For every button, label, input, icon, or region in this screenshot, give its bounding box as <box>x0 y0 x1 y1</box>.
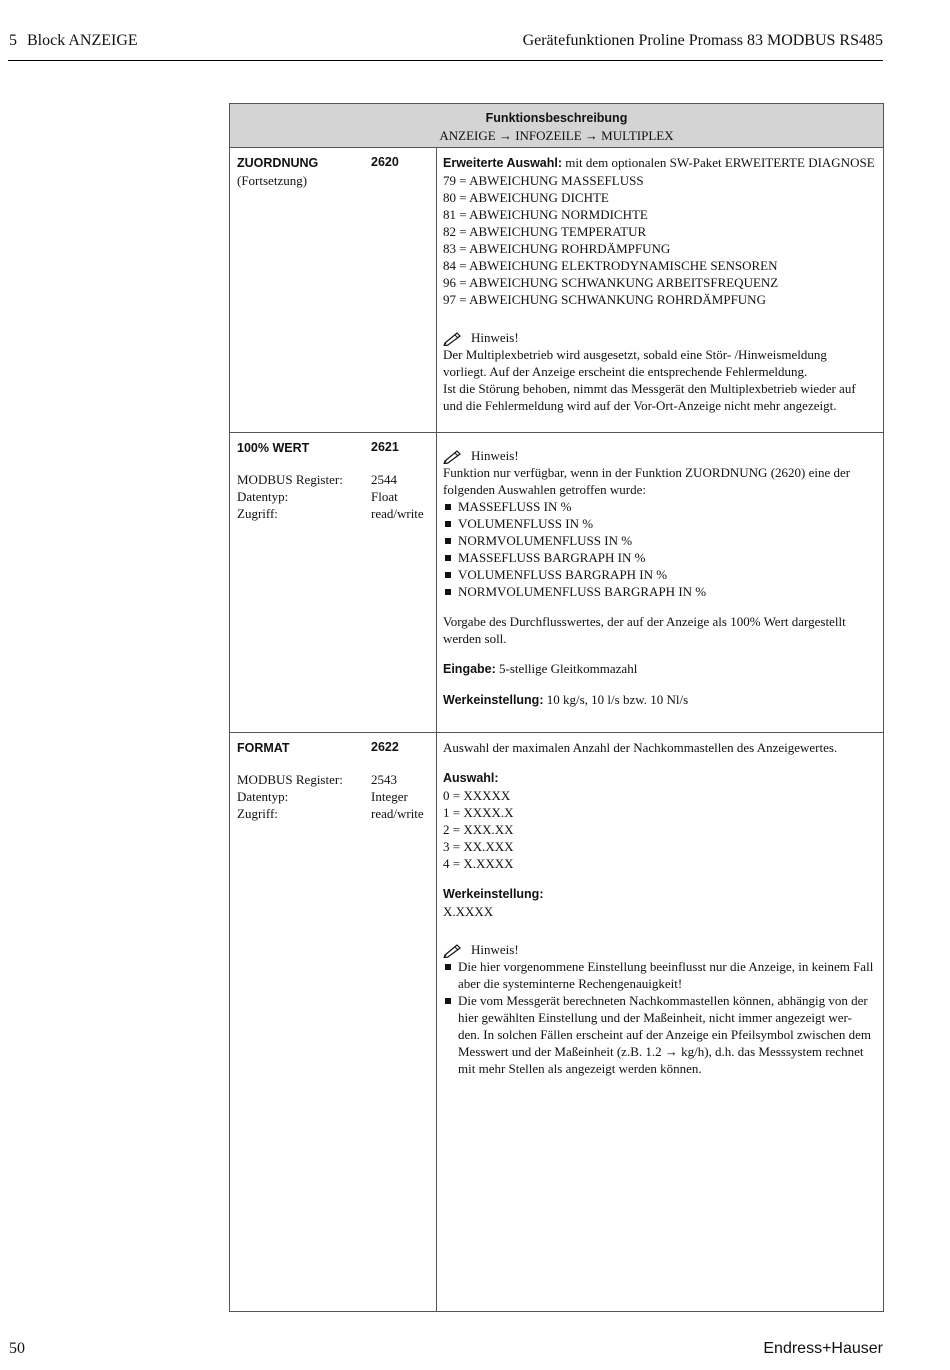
register-value: 2544 <box>371 472 397 487</box>
hint-line: Messwert und der Maßeinheit (z.B. 1.2 → kg/h), d.h. das Messsystem rechnet <box>458 1044 864 1059</box>
list-item: MASSEFLUSS IN % <box>443 498 880 515</box>
document-title: Gerätefunktionen Proline Promass 83 MODBUS RS485 <box>522 32 883 49</box>
function-code: 2620 <box>371 155 399 169</box>
chapter-number: 5 <box>9 32 17 49</box>
hint-line: Ist die Störung behoben, nimmt das Messgerät den Multiplexbetrieb wieder auf <box>443 381 856 396</box>
table-row-zuordnung <box>230 148 883 433</box>
list-item: 82 = ABWEICHUNG TEMPERATUR <box>443 224 647 239</box>
function-cell <box>237 154 432 189</box>
description-cell <box>443 154 880 414</box>
hint-line: mit mehr Stellen als angezeigt werden können. <box>458 1061 702 1076</box>
hint-line: aber die systeminterne Rechengenauigkeit! <box>458 976 683 991</box>
table-header-path: ANZEIGE → INFOZEILE → MULTIPLEX <box>439 128 674 143</box>
list-item: 96 = ABWEICHUNG SCHWANKUNG ARBEITSFREQUENZ <box>443 275 779 290</box>
hint-label: Hinweis! <box>471 942 519 957</box>
list-item: 0 = XXXXX <box>443 788 511 803</box>
table-row-format <box>230 733 883 1311</box>
list-item: 97 = ABWEICHUNG SCHWANKUNG ROHRDÄMPFUNG <box>443 292 766 307</box>
list-item <box>443 958 880 992</box>
register-info <box>237 471 432 522</box>
hint-list <box>443 958 880 1077</box>
table-row-100-wert <box>230 433 883 733</box>
pencil-icon <box>443 448 463 464</box>
extended-label: Erweiterte Auswahl: <box>443 156 563 170</box>
list-item: 84 = ABWEICHUNG ELEKTRODYNAMISCHE SENSOREN <box>443 258 778 273</box>
table-header-title: Funktionsbeschreibung <box>485 111 628 125</box>
hint-line: folgenden Auswahlen getroffen wurde: <box>443 482 647 497</box>
hint-line: Die vom Messgerät berechneten Nachkommastellen können, abhängig von der <box>458 993 868 1008</box>
function-name: 100% WERT <box>237 441 310 455</box>
description-line: Auswahl der maximalen Anzahl der Nachkommastellen des Anzeigewertes. <box>443 740 838 755</box>
list-item: 4 = X.XXXX <box>443 856 514 871</box>
function-name: FORMAT <box>237 741 290 755</box>
pencil-icon <box>443 942 463 958</box>
access-label: Zugriff: <box>237 506 278 521</box>
page-header-left <box>9 32 138 49</box>
pencil-icon <box>443 330 463 346</box>
hint-heading <box>443 329 880 346</box>
input-value: 5-stellige Gleitkommazahl <box>499 661 638 676</box>
default-label: Werkeinstellung: <box>443 887 544 901</box>
brand-logo-text: Endress+Hauser <box>763 1340 883 1357</box>
hint-label: Hinweis! <box>471 448 519 463</box>
function-code: 2622 <box>371 740 399 754</box>
function-cell <box>237 739 432 822</box>
register-label: MODBUS Register: <box>237 472 343 487</box>
list-item: VOLUMENFLUSS BARGRAPH IN % <box>443 566 880 583</box>
list-item: 3 = XX.XXX <box>443 839 514 854</box>
description-line: werden soll. <box>443 631 507 646</box>
default-value: 10 kg/s, 10 l/s bzw. 10 Nl/s <box>546 692 689 707</box>
function-name: ZUORDNUNG <box>237 156 319 170</box>
hint-line: Funktion nur verfügbar, wenn in der Funktion ZUORDNUNG (2620) eine der <box>443 465 851 480</box>
function-cell <box>237 439 432 522</box>
choice-label: Auswahl: <box>443 771 499 785</box>
function-table <box>229 103 884 1312</box>
chapter-title: Block ANZEIGE <box>27 32 138 49</box>
hint-heading <box>443 447 880 464</box>
datatype-label: Datentyp: <box>237 489 289 504</box>
list-item: 81 = ABWEICHUNG NORMDICHTE <box>443 207 648 222</box>
access-value: read/write <box>371 506 424 521</box>
list-item: NORMVOLUMENFLUSS IN % <box>443 532 880 549</box>
list-item: VOLUMENFLUSS IN % <box>443 515 880 532</box>
selection-list <box>443 498 880 600</box>
table-header <box>230 104 883 148</box>
datatype-value: Float <box>371 489 398 504</box>
extended-text: mit dem optionalen SW-Paket ERWEITERTE DIAGNOSE <box>565 155 875 170</box>
hint-line: vorliegt. Auf der Anzeige erscheint die entsprechende Fehlermeldung. <box>443 364 808 379</box>
default-label: Werkeinstellung: <box>443 693 544 707</box>
function-code: 2621 <box>371 440 399 454</box>
hint-line: und die Fehlermeldung wird auf der Vor-Ort-Anzeige nicht mehr angezeigt. <box>443 398 837 413</box>
datatype-label: Datentyp: <box>237 789 289 804</box>
description-cell <box>443 447 880 709</box>
datatype-value: Integer <box>371 789 408 804</box>
register-label: MODBUS Register: <box>237 772 343 787</box>
hint-heading <box>443 941 880 958</box>
page-number: 50 <box>9 1340 25 1357</box>
hint-line: Die hier vorgenommene Einstellung beeinflusst nur die Anzeige, in keinem Fall <box>458 959 874 974</box>
list-item: NORMVOLUMENFLUSS BARGRAPH IN % <box>443 583 880 600</box>
list-item <box>443 992 880 1077</box>
function-subtitle: (Fortsetzung) <box>237 173 308 188</box>
access-value: read/write <box>371 806 424 821</box>
list-item: 80 = ABWEICHUNG DICHTE <box>443 190 609 205</box>
list-item: MASSEFLUSS BARGRAPH IN % <box>443 549 880 566</box>
list-item: 2 = XXX.XX <box>443 822 514 837</box>
hint-line: den. In solchen Fällen erscheint auf der Anzeige ein Pfeilsymbol zwischen dem <box>458 1027 871 1042</box>
access-label: Zugriff: <box>237 806 278 821</box>
hint-label: Hinweis! <box>471 330 519 345</box>
hint-line: hier gewählten Einstellung und der Maßeinheit, nicht immer angezeigt wer- <box>458 1010 852 1025</box>
register-value: 2543 <box>371 772 397 787</box>
list-item: 1 = XXXX.X <box>443 805 514 820</box>
header-rule <box>8 60 883 61</box>
list-item: 83 = ABWEICHUNG ROHRDÄMPFUNG <box>443 241 671 256</box>
default-value: X.XXXX <box>443 904 494 919</box>
input-label: Eingabe: <box>443 662 496 676</box>
list-item: 79 = ABWEICHUNG MASSEFLUSS <box>443 173 644 188</box>
description-cell <box>443 739 880 1077</box>
hint-line: Der Multiplexbetrieb wird ausgesetzt, sobald eine Stör- /Hinweismeldung <box>443 347 827 362</box>
register-info <box>237 771 432 822</box>
description-line: Vorgabe des Durchflusswertes, der auf der Anzeige als 100% Wert dargestellt <box>443 614 846 629</box>
